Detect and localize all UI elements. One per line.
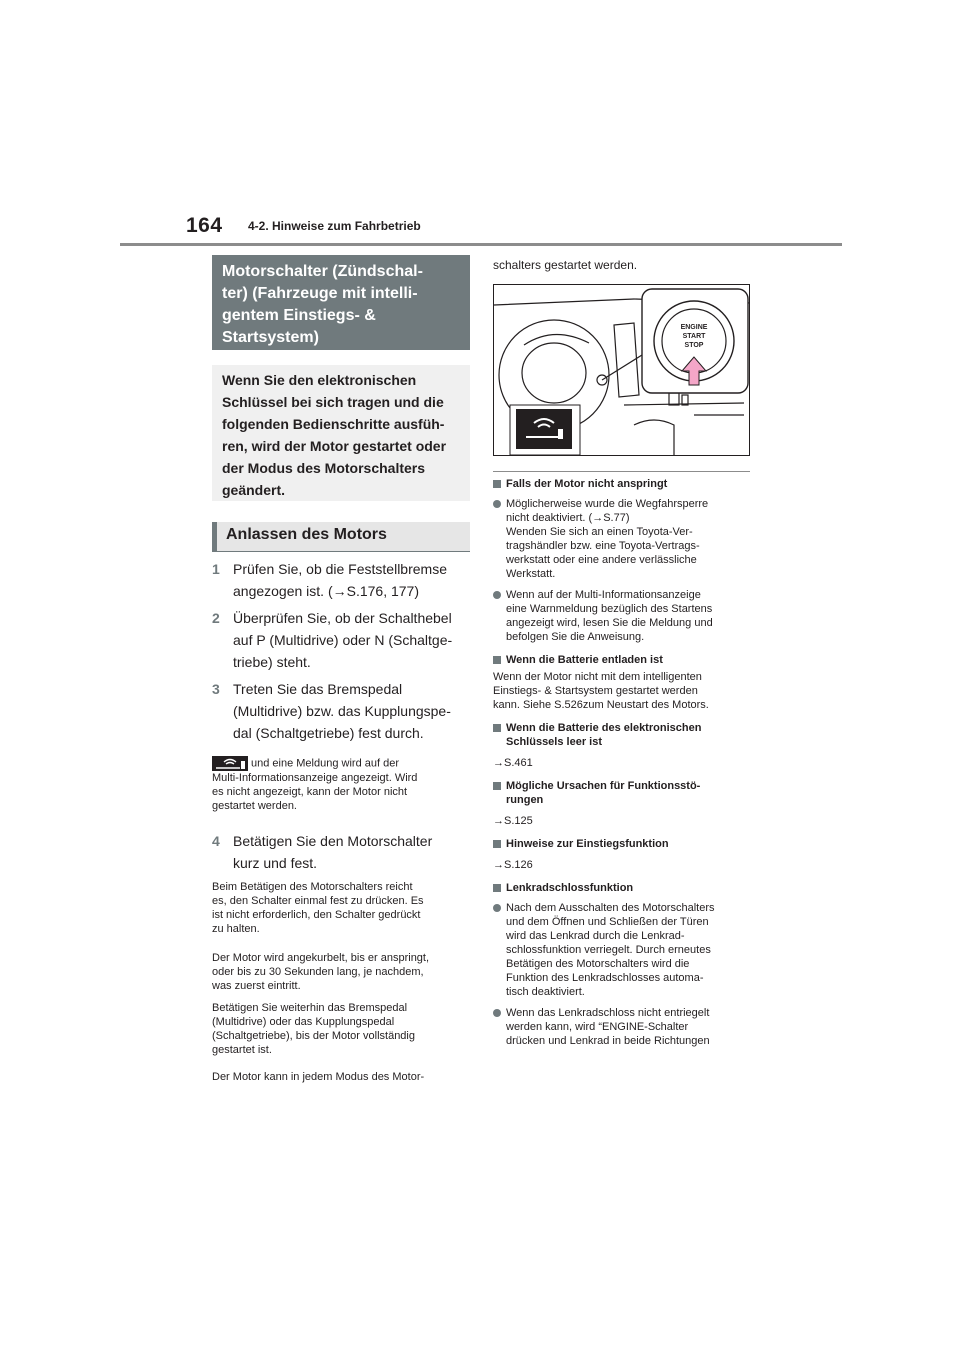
intro-line: der Modus des Motorschalters xyxy=(222,460,426,476)
step-line: triebe) steht. xyxy=(233,654,311,670)
intro-line: geändert. xyxy=(222,482,286,498)
para-line: zu halten. xyxy=(212,923,260,935)
step-number: 2 xyxy=(212,610,220,626)
para-line: es, den Schalter einmal fest zu drücken. Es xyxy=(212,895,424,907)
title-line: gentem Einstiegs- & xyxy=(222,307,376,324)
paragraph-3 xyxy=(212,1001,470,1057)
para-line: Der Motor wird angekurbelt, bis er anspringt, xyxy=(212,952,430,964)
note-line: gestartet werden. xyxy=(212,800,297,812)
section-title: 4-2. Hinweise zum Fahrbetrieb xyxy=(248,219,421,233)
para-line: (Multidrive) oder das Kupplungspedal xyxy=(212,1016,395,1028)
intro-line: folgenden Bedienschritte ausfüh- xyxy=(222,416,445,432)
divider xyxy=(493,471,750,472)
note-line: es nicht angezeigt, kann der Motor nicht xyxy=(212,786,408,798)
para-line: (Schaltgetriebe), bis der Motor vollständig xyxy=(212,1030,415,1042)
para-line: gestartet ist. xyxy=(212,1044,272,1056)
chapter-title xyxy=(212,255,470,350)
figure-button-label: STOP xyxy=(684,342,704,349)
para-line: oder bis zu 30 Sekunden lang, je nachdem, xyxy=(212,966,424,978)
dashboard-drawing xyxy=(494,285,750,456)
intro-line: ren, wird der Motor gestartet oder xyxy=(222,438,447,454)
note-heading: Wenn die Batterie des elektronischen Schlüssels leer ist xyxy=(493,721,750,749)
note-heading: Lenkradschlossfunktion xyxy=(493,881,750,895)
dashboard-illustration xyxy=(493,284,750,456)
page-reference: →S.125 xyxy=(493,815,533,827)
step-4 xyxy=(212,830,470,874)
para-line: ist nicht erforderlich, den Schalter gedrückt xyxy=(212,909,421,921)
para-line: Beim Betätigen des Motorschalters reicht xyxy=(212,881,413,893)
intro-box xyxy=(212,365,470,501)
para-line: Betätigen Sie weiterhin das Bremspedal xyxy=(212,1002,408,1014)
figure-button-label: START xyxy=(682,333,706,340)
step-line: Überprüfen Sie, ob der Schalthebel xyxy=(233,610,452,626)
step-number: 1 xyxy=(212,561,220,577)
bullet-item: Wenn auf der Multi-Informationsanzeige eine Warnmeldung bezüglich des Startens angezeigt wird, lesen Sie die Meldung und befolgen Sie die Anweisung. xyxy=(493,588,750,644)
page-reference: →S.126 xyxy=(493,859,533,871)
note-text: Wenn der Motor nicht mit dem intelligenten Einstiegs- & Startsystem gestartet werden kann. Siehe S.526zum Neustart des Motors. xyxy=(493,671,709,711)
intro-line: Schlüssel bei sich tragen und die xyxy=(222,394,444,410)
note-heading: Hinweise zur Einstiegsfunktion xyxy=(493,837,750,851)
subheading: Anlassen des Motors xyxy=(212,522,470,552)
continuation-text: schalters gestartet werden. xyxy=(493,258,638,272)
step-3 xyxy=(212,678,470,744)
bullet-item: Nach dem Ausschalten des Motorschalters und dem Öffnen und Schließen der Türen wird das Lenkrad durch die Lenkrad- schlossfunktion verriegelt. Durch erneutes Betätigen des Motorschalters wird die Funktion des Lenkradschlosses automa- tisch deaktiviert. xyxy=(493,901,750,999)
note-heading: Mögliche Ursachen für Funktionsstö- rungen xyxy=(493,779,750,807)
note-first-line xyxy=(212,756,470,771)
note-heading: Wenn die Batterie entladen ist xyxy=(493,653,750,667)
step-line: (Multidrive) bzw. das Kupplungspe- xyxy=(233,703,451,719)
step-line: Betätigen Sie den Motorschalter xyxy=(233,833,433,849)
note-line: Multi-Informationsanzeige angezeigt. Wird xyxy=(212,772,418,784)
figure-button-label: ENGINE xyxy=(680,324,708,331)
step-line: dal (Schaltgetriebe) fest durch. xyxy=(233,725,424,741)
title-line: Startsystem) xyxy=(222,329,319,346)
step-line: Treten Sie das Bremspedal xyxy=(233,681,403,697)
bullet-item: Wenn das Lenkradschloss nicht entriegelt werden kann, wird “ENGINE-Schalter drücken und Lenkrad in beide Richtungen xyxy=(493,1006,750,1048)
intro-line: Wenn Sie den elektronischen xyxy=(222,372,417,388)
bullet-item: Möglicherweise wurde die Wegfahrsperre nicht deaktiviert. (→S.77) Wenden Sie sich an einen Toyota-Ver- tragshändler bzw. eine Toyota-Vertrags- werkstatt oder eine andere verlässliche Werkstatt. xyxy=(493,497,750,581)
step-2 xyxy=(212,607,470,673)
note-heading: Falls der Motor nicht anspringt xyxy=(493,477,750,491)
paragraph-4: Der Motor kann in jedem Modus des Motor- xyxy=(212,1071,425,1083)
step-line: angezogen ist. (→S.176, 177) xyxy=(233,583,420,599)
page-reference: →S.461 xyxy=(493,757,533,769)
title-line: ter) (Fahrzeuge mit intelli- xyxy=(222,285,418,302)
step-1 xyxy=(212,558,470,602)
step-number: 4 xyxy=(212,833,220,849)
step-number: 3 xyxy=(212,681,220,697)
step-line: auf P (Multidrive) oder N (Schaltge- xyxy=(233,632,453,648)
header-rule xyxy=(120,243,842,246)
step-line: Prüfen Sie, ob die Feststellbremse xyxy=(233,561,447,577)
page-number: 164 xyxy=(186,214,223,237)
paragraph-1 xyxy=(212,880,470,936)
step-line: kurz und fest. xyxy=(233,855,318,871)
para-line: was zuerst eintritt. xyxy=(212,980,301,992)
step-3-note xyxy=(212,756,470,813)
notes-right xyxy=(493,477,750,1048)
smart-key-indicator-icon xyxy=(212,756,248,771)
note-text: und eine Meldung wird auf der xyxy=(251,757,399,770)
paragraph-2 xyxy=(212,951,470,993)
title-line: Motorschalter (Zündschal- xyxy=(222,263,423,280)
